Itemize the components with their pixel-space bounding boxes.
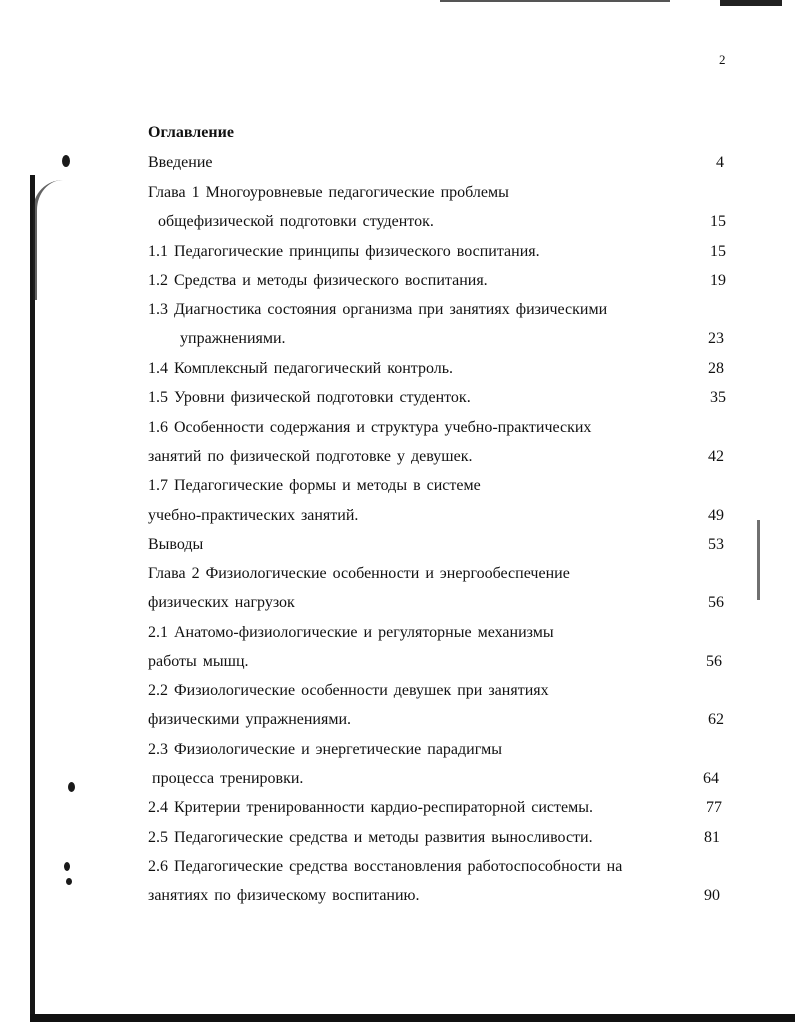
toc-entry-conclusions: Выводы <box>148 536 204 553</box>
scan-edge-top-dark <box>720 0 782 6</box>
toc-entry-2-5: 2.5 Педагогические средства и методы развития выносливости. <box>148 829 593 846</box>
scan-edge-left <box>30 175 35 1020</box>
toc-page-1-4: 28 <box>708 360 724 377</box>
toc-entry-1-7: 1.7 Педагогические формы и методы в системе <box>148 477 481 494</box>
page-number: 2 <box>719 52 726 67</box>
toc-entry-ch2: Глава 2 Физиологические особенности и энергообеспечение <box>148 565 570 582</box>
scan-blot <box>64 862 70 871</box>
toc-page-2-1: 56 <box>706 653 722 670</box>
toc-entry-2-1: 2.1 Анатомо-физиологические и регуляторные механизмы <box>148 624 554 641</box>
toc-entry-2-1-cont: работы мышц. <box>148 653 249 670</box>
toc-page-2-4: 77 <box>706 799 722 816</box>
toc-entry-1-3-cont: упражнениями. <box>180 330 286 347</box>
toc-page-1-6: 42 <box>708 448 724 465</box>
toc-entry-2-6: 2.6 Педагогические средства восстановления работоспособности на <box>148 858 623 875</box>
toc-entry-ch2-cont: физических нагрузок <box>148 594 295 611</box>
toc-entry-1-5: 1.5 Уровни физической подготовки студенток. <box>148 389 471 406</box>
toc-entry-ch1: Глава 1 Многоуровневые педагогические проблемы <box>148 184 509 201</box>
toc-page-1-2: 19 <box>710 272 726 289</box>
toc-page-ch1: 15 <box>710 213 726 230</box>
toc-page-intro: 4 <box>716 154 724 171</box>
toc-entry-1-6: 1.6 Особенности содержания и структура учебно-практических <box>148 419 592 436</box>
toc-page-1-1: 15 <box>710 243 726 260</box>
toc-entry-2-3: 2.3 Физиологические и энергетические парадигмы <box>148 741 502 758</box>
scan-blot <box>68 782 75 792</box>
toc-page-2-3: 64 <box>703 770 719 787</box>
toc-page-2-2: 62 <box>708 711 724 728</box>
scan-blot <box>62 155 70 167</box>
toc-page-1-7: 49 <box>708 507 724 524</box>
scan-edge-top <box>440 0 670 2</box>
toc-page-1-5: 35 <box>710 389 726 406</box>
toc-entry-ch1-cont: общефизической подготовки студенток. <box>158 213 434 230</box>
toc-page-conclusions: 53 <box>708 536 724 553</box>
toc-entry-1-1: 1.1 Педагогические принципы физического воспитания. <box>148 243 540 260</box>
scan-edge-right-mark <box>757 520 760 600</box>
scan-edge-left-curve <box>33 180 79 300</box>
toc-entry-2-3-cont: процесса тренировки. <box>152 770 304 787</box>
toc-entry-2-2: 2.2 Физиологические особенности девушек при занятиях <box>148 682 549 699</box>
toc-page-2-6: 90 <box>704 887 720 904</box>
toc-entry-1-2: 1.2 Средства и методы физического воспитания. <box>148 272 488 289</box>
scan-blot <box>66 878 72 885</box>
toc-heading: Оглавление <box>148 124 234 141</box>
toc-entry-2-2-cont: физическими упражнениями. <box>148 711 352 728</box>
toc-entry-1-3: 1.3 Диагностика состояния организма при занятиях физическими <box>148 301 608 318</box>
toc-entry-2-4: 2.4 Критерии тренированности кардио-респираторной системы. <box>148 799 593 816</box>
scan-edge-bottom <box>30 1014 795 1022</box>
toc-entry-1-4: 1.4 Комплексный педагогический контроль. <box>148 360 454 377</box>
toc-entry-1-6-cont: занятий по физической подготовке у девушек. <box>148 448 473 465</box>
toc-page-ch2: 56 <box>708 594 724 611</box>
toc-entry-intro: Введение <box>148 154 213 171</box>
toc-page-1-3: 23 <box>708 330 724 347</box>
toc-entry-2-6-cont: занятиях по физическому воспитанию. <box>148 887 420 904</box>
toc-entry-1-7-cont: учебно-практических занятий. <box>148 507 359 524</box>
toc-page-2-5: 81 <box>704 829 720 846</box>
